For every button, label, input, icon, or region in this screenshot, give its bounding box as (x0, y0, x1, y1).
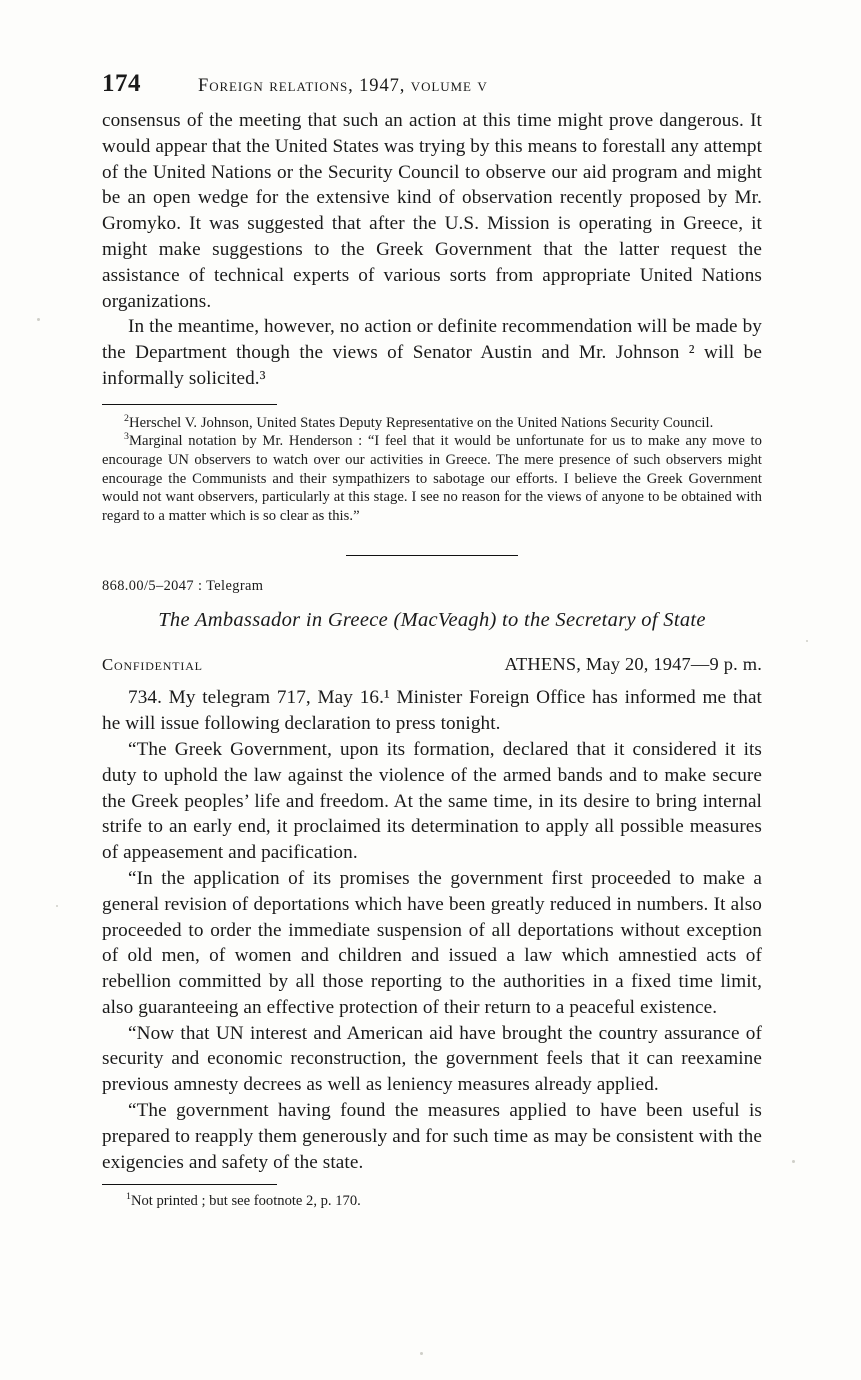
dateline (102, 654, 762, 675)
footnote-text: Not printed ; but see footnote 2, p. 170. (130, 1193, 361, 1210)
bottom-footnote-rule (102, 1184, 277, 1185)
scan-speckle (56, 905, 58, 907)
footnote-rule (102, 404, 277, 405)
footnote-block (102, 414, 762, 526)
footnote-text: Marginal notation by Mr. Henderson : “I feel that it would be unfortunate for us to make any move to encourage UN observers to watch over our activities in Greece. The mere presence of such observers might encourage the Communists and their sympathizers to sabotage our efforts. I believe the Greek Government would not want observers, particularly at this stage. I see no reason for the views of anyone to be obtained with regard to a matter which is so clear as this.” (102, 433, 762, 524)
footnote-marker: 3 (124, 431, 130, 443)
bottom-footnote (102, 1192, 762, 1210)
scan-speckle (37, 318, 40, 321)
paragraph: In the meantime, however, no action or definite recommendation will be made by the Department though the views of Senator Austin and Mr. Johnson ² will be informally solicited.³ (102, 316, 762, 389)
scan-speckle (792, 1160, 795, 1163)
paragraph: “The Greek Government, upon its formation, declared that it considered it its duty to uphold the law against the violence of the armed bands and to make secure the Greek peoples’ life and freedom. At the same time, in its desire to bring internal strife to an early end, it proclaimed its determination to apply all possible measures of appeasement and pacification. (102, 738, 762, 864)
page-content (102, 70, 762, 1210)
document-title: The Ambassador in Greece (MacVeagh) to the Secretary of State (158, 609, 706, 632)
file-code: 868.00/5–2047 : Telegram (102, 578, 264, 595)
footnote-marker: 2 (124, 412, 130, 424)
place-date: ATHENS, May 20, 1947—9 p. m. (504, 654, 762, 675)
footnote-text: Herschel V. Johnson, United States Deputy Representative on the United Nations Security Council. (129, 414, 714, 431)
footnote-marker: 1 (126, 1191, 131, 1203)
classification-label: Confidential (102, 655, 203, 675)
scan-speckle (806, 640, 808, 642)
footnote-item (102, 414, 762, 433)
page-number: 174 (102, 70, 141, 97)
document-separator (346, 555, 518, 556)
paragraph: “In the application of its promises the government first proceeded to make a general revision of deportations which have been greatly reduced in numbers. It also proceeded to order the immediate suspension of all deportations without exception of old men, of women and children and issued a law which amnestied acts of rebellion committed by all those reporting to the authorities in a fixed time limit, also guaranteeing an effective protection of their return to a peaceful existence. (102, 867, 762, 1018)
footnote-item (102, 432, 762, 525)
paragraph: 734. My telegram 717, May 16.¹ Minister Foreign Office has informed me that he will issue following declaration to press tonight. (102, 687, 762, 735)
running-title: foreign relations, 1947, volume v (198, 76, 488, 96)
telegram-body (102, 685, 762, 1175)
paragraph: “The government having found the measures applied to have been useful is prepared to reapply them generously and for such time as may be consistent with the exigencies and safety of the state. (102, 1100, 762, 1173)
page-header (102, 70, 762, 108)
scan-speckle (420, 1352, 423, 1355)
paragraph: “Now that UN interest and American aid have brought the country assurance of security and economic reconstruction, the government feels that it can reexamine previous amnesty decrees as well as leniency measures already applied. (102, 1022, 762, 1096)
paragraph: consensus of the meeting that such an action at this time might prove dangerous. It would appear that the United States was trying by this means to forestall any attempt of the United Nations or the Security Council to observe our aid program and might be an open wedge for the extensive kind of observation recently proposed by Mr. Gromyko. It was suggested that after the U.S. Mission is operating in Greece, it might make suggestions to the Greek Government that the latter request the assistance of technical experts of various sorts from appropriate United Nations organizations. (102, 110, 762, 312)
body-text (102, 108, 762, 392)
